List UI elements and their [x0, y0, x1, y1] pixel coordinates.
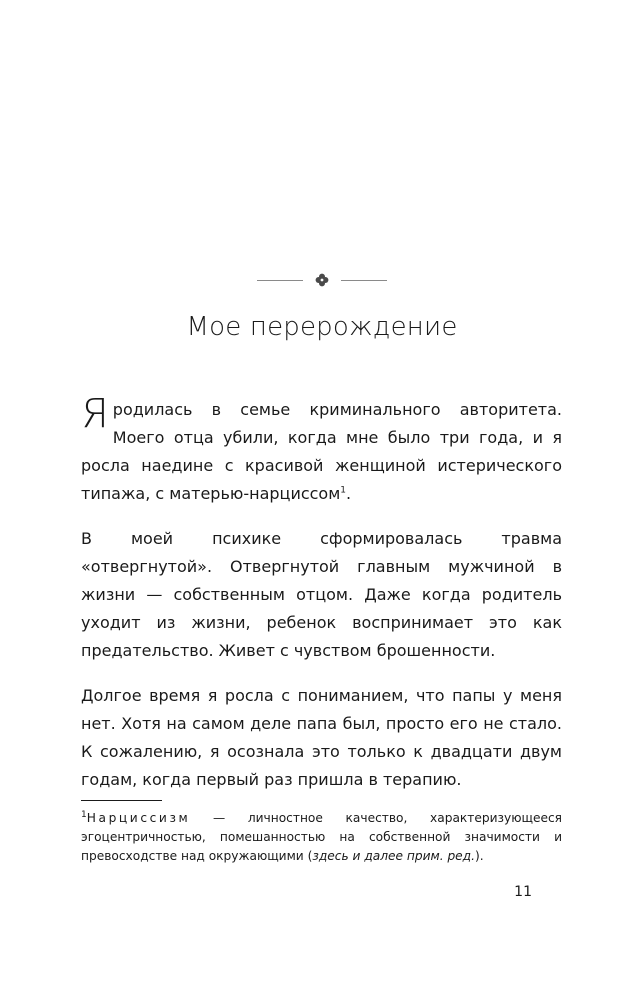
- paragraph-1-text: родилась в семье криминального авторитета. Моего отца убили, когда мне было три года, и я росла наедине с красивой женщиной истерического типажа, с матерью-нарциссом: [81, 400, 562, 503]
- drop-cap: Я: [81, 391, 109, 437]
- footnote-reference[interactable]: 1: [340, 485, 347, 496]
- footnote-term: Нарциссизм: [86, 811, 191, 825]
- footnote-marker: 1: [81, 809, 87, 820]
- footnote: [81, 809, 562, 866]
- paragraph-3: Долгое время я росла с пониманием, что папы у меня нет. Хотя на самом деле папа был, просто его не стало. К сожалению, я осознала это только к двадцати двум годам, когда первый раз пришла в терапию.: [81, 686, 562, 789]
- chapter-title: Мое перерождение: [186, 312, 458, 342]
- paragraph-1: [81, 391, 562, 508]
- paragraph-1-end: .: [346, 484, 352, 503]
- ornament-line-left: [257, 280, 303, 281]
- paragraph-2: В моей психике сформировалась травма «отвергнутой». Отвергнутой главным мужчиной в жизни — собственным отцом. Даже когда родитель уходит из жизни, ребенок воспринимает это как предательство. Живет с чувством брошенности.: [81, 529, 562, 660]
- chapter-body: [81, 391, 562, 811]
- footnote-editor-note: здесь и далее прим. ред.: [312, 849, 475, 863]
- page-number: 11: [514, 884, 532, 900]
- footnote-text: — личностное качество, характеризующееся эгоцентричностью, помешанностью на собственной значимости и превосходстве над окружающими (: [81, 811, 562, 863]
- ornament-line-right: [341, 280, 387, 281]
- footnote-end: ).: [474, 849, 484, 863]
- footnote-divider: [81, 800, 162, 801]
- chapter-ornament: [0, 268, 644, 292]
- flower-ornament-icon: [315, 273, 329, 287]
